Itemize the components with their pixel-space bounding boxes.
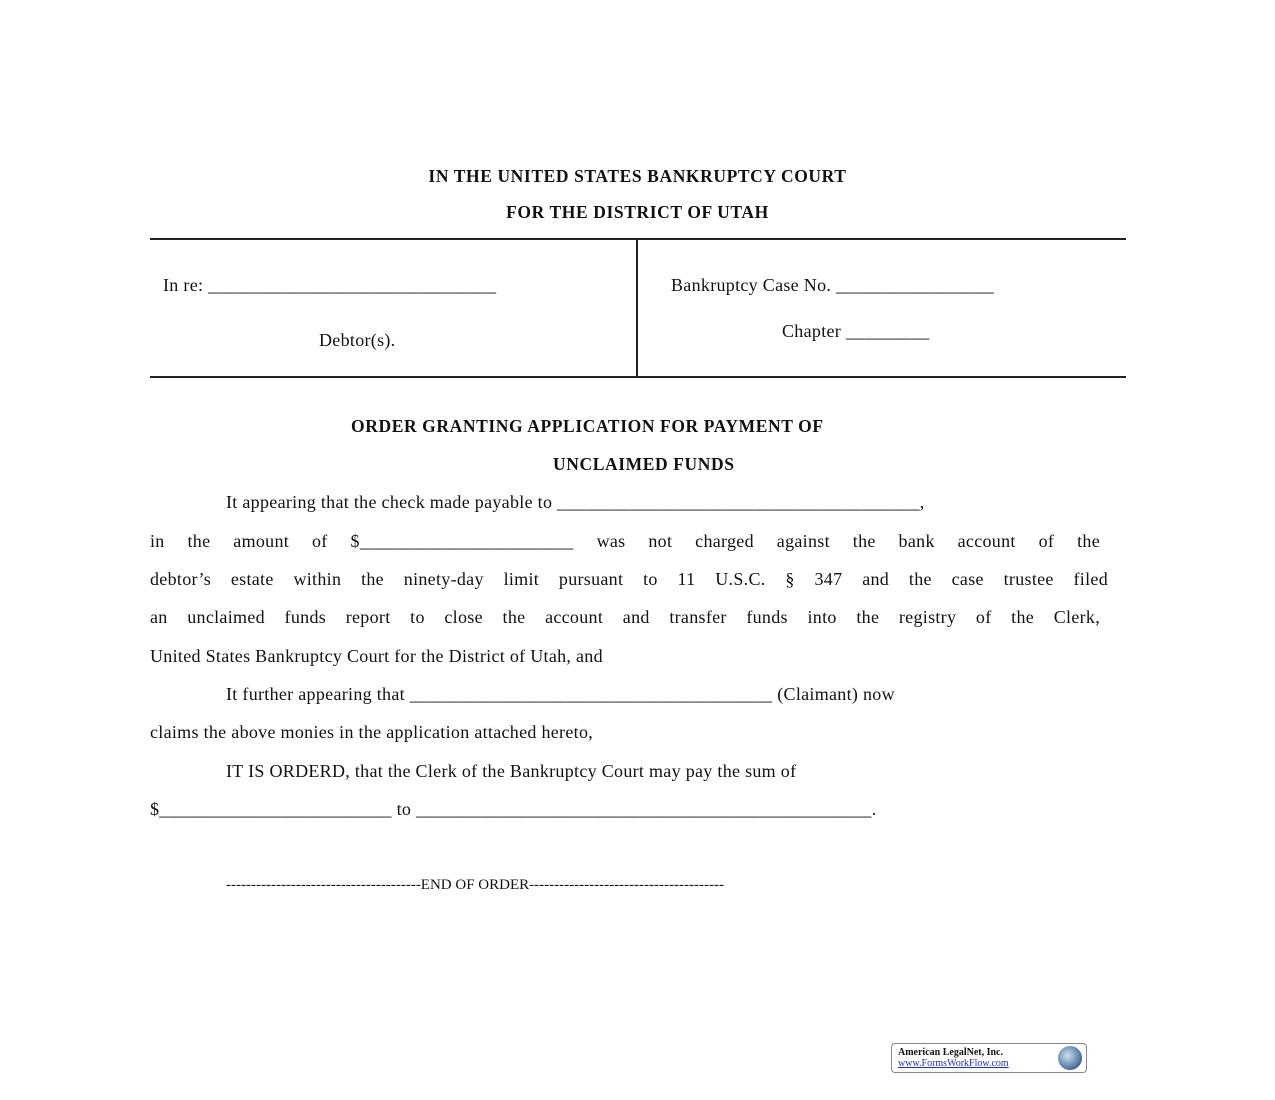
body-line: claims the above monies in the application attached hereto, bbox=[150, 722, 594, 742]
body-line: It further appearing that _______________________________________ (Claimant) now bbox=[226, 684, 895, 704]
caption-bottom-rule bbox=[150, 376, 1126, 378]
end-of-order: ---------------------------------------END OF ORDER--------------------------------------- bbox=[226, 877, 724, 893]
footer-badge bbox=[891, 1043, 1087, 1073]
in-re-field: In re: _______________________________ bbox=[163, 275, 497, 295]
order-title-line1: ORDER GRANTING APPLICATION FOR PAYMENT OF bbox=[351, 416, 824, 436]
body-line: debtor’s estate within the ninety-day limit pursuant to 11 U.S.C. § 347 and the case trustee filed bbox=[150, 569, 1108, 589]
caption-divider bbox=[636, 238, 638, 377]
debtors-label: Debtor(s). bbox=[319, 330, 396, 350]
body-line: It appearing that the check made payable to _______________________________________, bbox=[226, 492, 925, 512]
body-line: United States Bankruptcy Court for the District of Utah, and bbox=[150, 646, 603, 666]
order-title-line2: UNCLAIMED FUNDS bbox=[553, 454, 735, 474]
district-heading: FOR THE DISTRICT OF UTAH bbox=[506, 202, 769, 222]
court-heading: IN THE UNITED STATES BANKRUPTCY COURT bbox=[428, 166, 847, 186]
caption-top-rule bbox=[150, 238, 1126, 240]
body-line: in the amount of $_______________________ was not charged against the bank account of the bbox=[150, 531, 1100, 551]
body-line: an unclaimed funds report to close the account and transfer funds into the registry of the Clerk, bbox=[150, 607, 1100, 627]
body-line: $_________________________ to _________________________________________________. bbox=[150, 799, 877, 819]
badge-company: American LegalNet, Inc. bbox=[898, 1047, 1003, 1058]
chapter-field: Chapter _________ bbox=[782, 321, 930, 341]
badge-url-link[interactable]: www.FormsWorkFlow.com bbox=[898, 1058, 1009, 1069]
globe-logo-icon bbox=[1058, 1046, 1082, 1070]
case-number-field: Bankruptcy Case No. _________________ bbox=[671, 275, 995, 295]
body-line: IT IS ORDERD, that the Clerk of the Bankruptcy Court may pay the sum of bbox=[226, 761, 797, 781]
